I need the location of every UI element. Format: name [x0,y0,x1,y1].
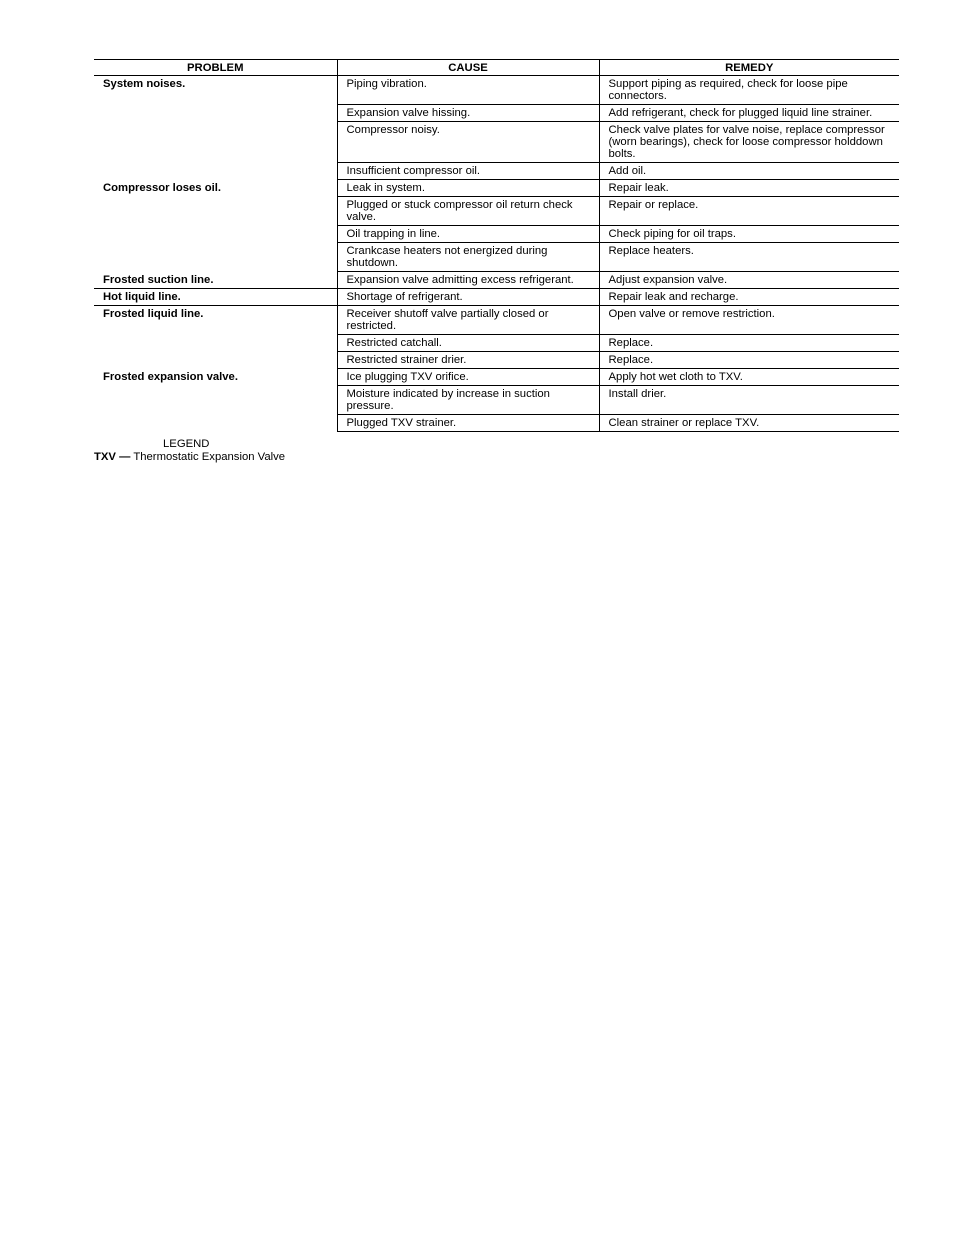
problem-cell: Frosted liquid line. [103,308,204,320]
cause-cell: Plugged TXV strainer. [337,415,599,432]
legend [94,438,899,464]
remedy-cell: Replace. [599,335,899,352]
remedy-cell: Replace heaters. [599,243,899,272]
legend-abbreviation: TXV — [94,451,131,463]
header-cause: CAUSE [337,60,599,76]
cause-cell: Expansion valve admitting excess refrigerant. [337,272,599,289]
problem-cell: Frosted expansion valve. [103,370,238,383]
remedy-cell: Repair leak. [599,180,899,197]
remedy-cell: Repair or replace. [599,197,899,226]
table-row [94,369,899,386]
cause-cell: Insufficient compressor oil. [337,163,599,180]
header-remedy: REMEDY [599,60,899,76]
remedy-cell: Open valve or remove restriction. [599,306,899,335]
remedy-cell: Replace. [599,352,899,369]
cause-cell: Receiver shutoff valve partially closed or restricted. [337,306,599,335]
cause-cell: Shortage of refrigerant. [337,289,599,306]
legend-definition: Thermostatic Expansion Valve [133,451,286,463]
remedy-cell: Install drier. [599,386,899,415]
problem-cell: Hot liquid line. [94,289,337,306]
remedy-cell: Apply hot wet cloth to TXV. [599,369,899,386]
problem-cell: Frosted suction line. [94,272,337,289]
cause-cell: Oil trapping in line. [337,226,599,243]
table-row [94,272,899,289]
remedy-cell: Add refrigerant, check for plugged liquid line strainer. [599,105,899,122]
table-row [94,306,899,335]
table-row [94,289,899,306]
legend-title: LEGEND [163,438,210,450]
cause-cell: Leak in system. [337,180,599,197]
troubleshooting-table [94,59,899,432]
remedy-cell: Add oil. [599,163,899,180]
troubleshooting-sheet [94,59,899,464]
cause-cell: Piping vibration. [337,76,599,105]
problem-cell: Compressor loses oil. [103,181,222,194]
legend-entry [94,451,899,464]
table-row [94,180,899,197]
remedy-cell: Check valve plates for valve noise, replace compressor (worn bearings), check for loose compressor holddown bolts. [599,122,899,163]
table-row [94,76,899,105]
cause-cell: Restricted catchall. [337,335,599,352]
remedy-cell: Clean strainer or replace TXV. [599,415,899,432]
cause-cell: Expansion valve hissing. [337,105,599,122]
cause-cell: Plugged or stuck compressor oil return check valve. [337,197,599,226]
header-problem: PROBLEM [187,62,244,74]
problem-cell: System noises. [103,78,186,90]
remedy-cell: Repair leak and recharge. [599,289,899,306]
remedy-cell: Adjust expansion valve. [599,272,899,289]
table-body [94,76,899,432]
cause-cell: Restricted strainer drier. [337,352,599,369]
cause-cell: Moisture indicated by increase in suction pressure. [337,386,599,415]
remedy-cell: Check piping for oil traps. [599,226,899,243]
table-header-row [94,60,899,76]
cause-cell: Compressor noisy. [337,122,599,163]
cause-cell: Ice plugging TXV orifice. [337,369,599,386]
cause-cell: Crankcase heaters not energized during shutdown. [337,243,599,272]
remedy-cell: Support piping as required, check for loose pipe connectors. [599,76,899,105]
